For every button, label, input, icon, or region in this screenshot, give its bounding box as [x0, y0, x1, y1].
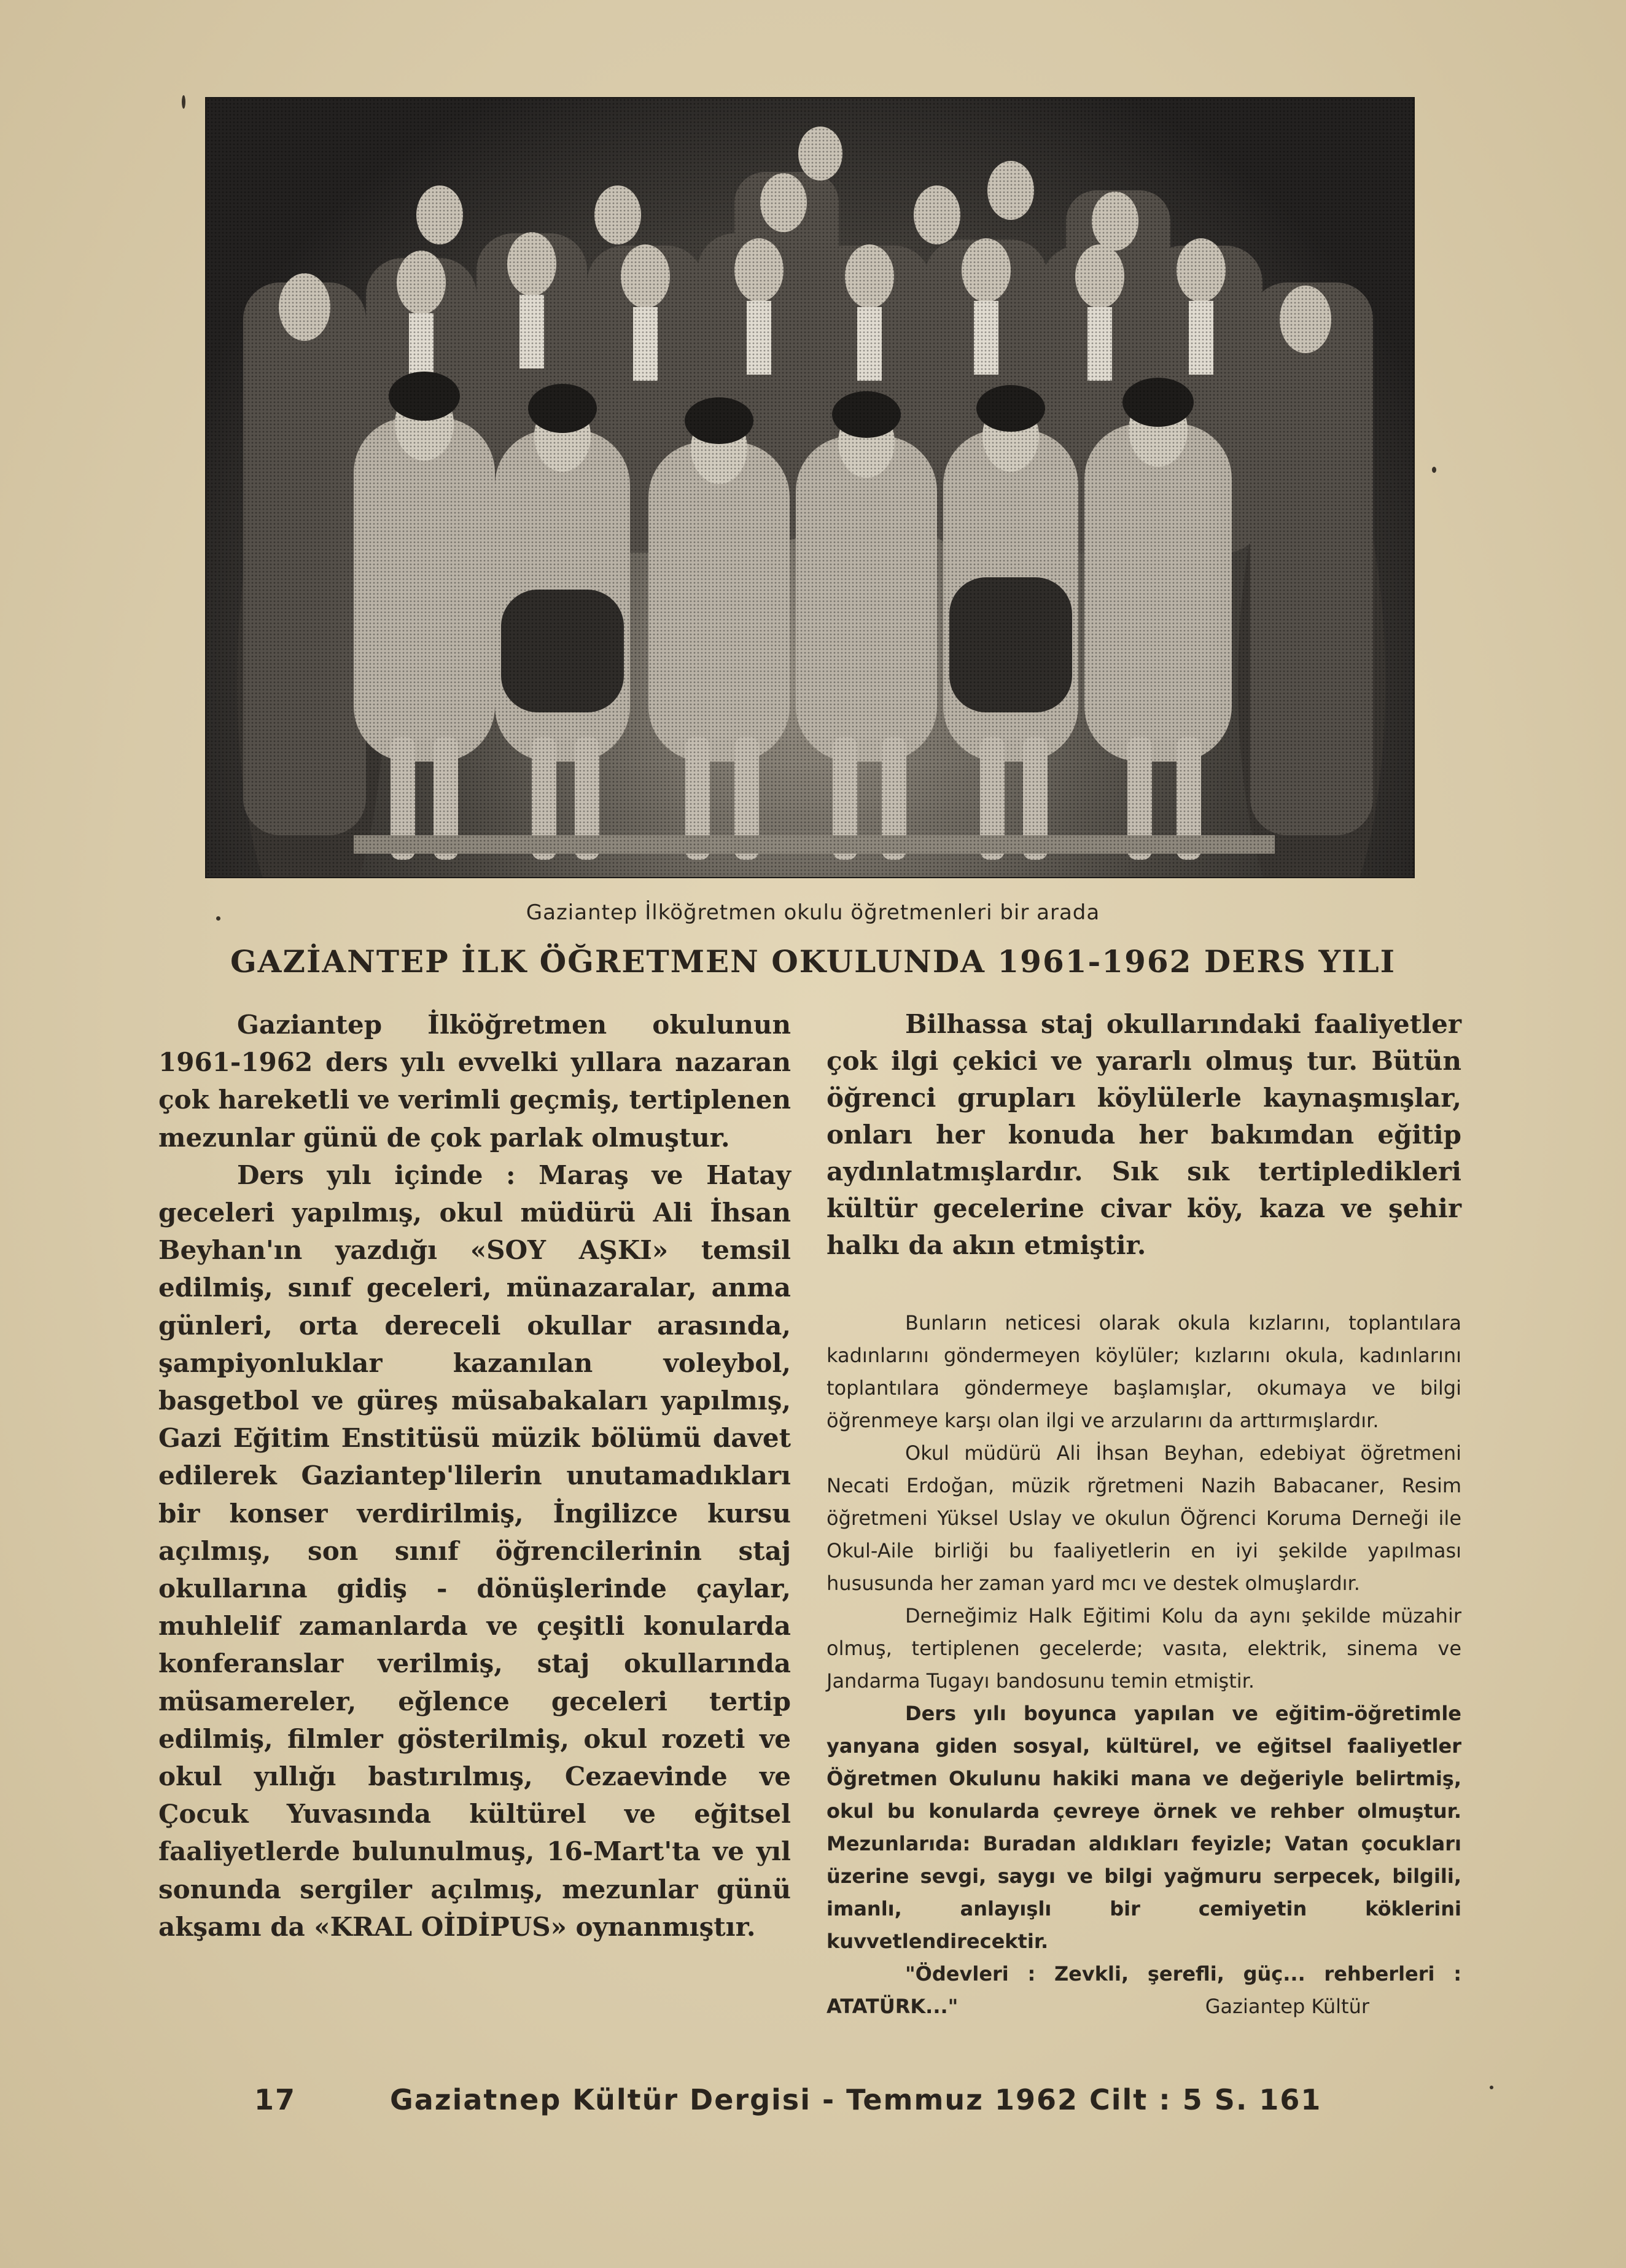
right-paragraph-3: Okul müdürü Ali İhsan Beyhan, edebiyat öğretmeni Necati Erdoğan, müzik rğretmeni Nazih Babacaner, Resim öğretmeni Yüksel Uslay ve okulun Öğrenci Koruma Derneği ile Okul-Aile birliği bu faaliyetlerin en iyi şekilde yapılması hususunda her zaman yard mcı ve destek olmuşlardır. [827, 1441, 1461, 1595]
right-paragraph-5: Ders yılı boyunca yapılan ve eğitim-öğretimle yanyana giden sosyal, kültürel, ve eğitsel faaliyetler Öğretmen Okulunu hakiki mana ve değeriyle belirtmiş, okul bu konularda çevreye örnek ve rehber olmuştur. Mezunlarıda: Buradan aldıkları feyizle; Vatan çocukları üzerine sevgi, saygı ve bilgi yağmuru serpecek, bilgili, imanlı, anlayışlı bir cemiyetin köklerini kuvvetlendirecektir. [827, 1702, 1461, 1953]
left-paragraph-1: Gaziantep İlköğretmen okulunun 1961-1962 ders yılı evvelki yıllara nazaran çok hareketli ve verimli geçmiş, tertiplenen mezunlar günü de çok parlak olmuştur. [158, 1010, 791, 1153]
ataturk-quote: "Ödevleri : Zevkli, şerefli, güç... rehberleri : ATATÜRK..." [827, 1962, 1461, 2018]
right-column-lead [827, 1006, 1461, 1264]
page-footer [246, 2083, 1363, 2120]
right-column-body [827, 1307, 1461, 2023]
left-paragraph-2: Ders yılı içinde : Maraş ve Hatay geceleri yapılmış, okul müdürü Ali İhsan Beyhan'ın yazdığı «SOY AŞKI» temsil edilmiş, sınıf geceleri, münazaralar, anma günleri, orta dereceli okullar arasında, şampiyonluklar kazanılan voleybol, basgetbol ve güreş müsabakaları yapılmış, Gazi Eğitim Enstitüsü müzik bölümü davet edilerek Gaziantep'lilerin unutamadıkları bir konser verdirilmiş, İngilizce kursu açılmış, son sınıf öğrencilerinin staj okullarına gidiş - dönüşlerinde çaylar, muhlelif zamanlarda ve çeşitli konularda konferanslar verilmiş, staj okullarında müsamereler, eğlence geceleri tertip edilmiş, filmler gösterilmiş, okul rozeti ve okul yıllığı bastırılmış, Cezaevinde ve Çocuk Yuvasında kültürel ve eğitsel faaliyetlerde bulunulmuş, 16-Mart'ta ve yıl sonunda sergiler açılmış, mezunlar günü akşamı da «KRAL OİDİPUS» oynanmıştır. [158, 1159, 791, 1942]
article-headline: GAZİANTEP İLK ÖĞRETMEN OKULUNDA 1961-1962 DERS YILI [230, 943, 1396, 980]
right-paragraph-4: Derneğimiz Halk Eğitimi Kolu da aynı şekilde müzahir olmuş, tertiplenen gecelerde; vasıta, elektrik, sinema ve Jandarma Tugayı bandosunu temin etmiştir. [827, 1604, 1461, 1693]
right-paragraph-2: Bunların neticesi olarak okula kızlarını, toplantılara kadınlarını göndermeyen köylüler; kızlarını okula, kadınlarını toplantılara göndermeye başlamışlar, okumaya ve bilgi öğrenmeye karşı olan ilgi ve arzularını da arttırmışlardır. [827, 1311, 1461, 1432]
photo-caption: Gaziantep İlköğretmen okulu öğretmenleri bir arada [526, 900, 1100, 925]
right-paragraph-1: Bilhassa staj okullarındaki faaliyetler çok ilgi çekici ve yararlı olmuş tur. Bütün öğrenci grupları köylülerle kaynaşmışlar, onları her konuda her bakımdan eğitip aydınlatmışlardır. Sık sık tertipledikleri kültür gecelerine civar köy, kaza ve şehir halkı da akın etmiştir. [827, 1009, 1461, 1260]
scan-speck [216, 916, 220, 921]
magazine-line: Gaziatnep Kültür Dergisi - Temmuz 1962 Cilt : 5 S. 161 [390, 2083, 1322, 2116]
scan-speck [1432, 467, 1436, 473]
halftone-texture [206, 98, 1414, 877]
left-column [158, 1006, 791, 1946]
page-number: 17 [254, 2083, 297, 2116]
signature: Gaziantep Kültür [1205, 1995, 1369, 2018]
group-photo [206, 98, 1414, 877]
scan-speck [182, 95, 185, 109]
scan-speck [1490, 2086, 1493, 2089]
